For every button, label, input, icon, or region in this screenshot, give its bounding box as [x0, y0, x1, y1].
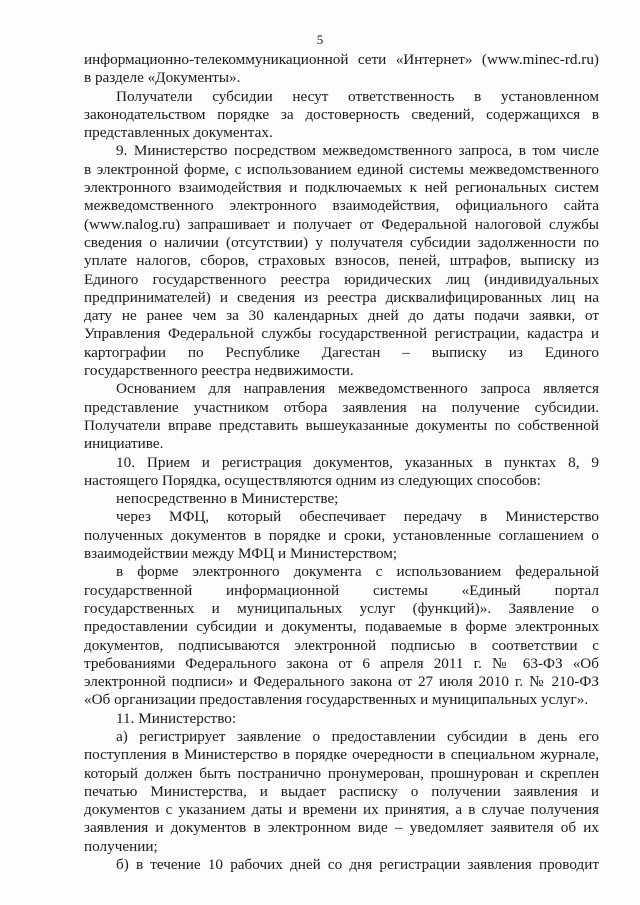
text-line: печатью Министерства, и выдает расписку о получении заявления и: [84, 782, 599, 800]
text-line: в электронной форме, с использованием единой системы межведомственного: [84, 160, 599, 178]
text-line: электронной подписи» и Федерального закона от 27 июля 2010 г. № 210-ФЗ: [84, 673, 599, 691]
text-line: электронного взаимодействия и подключаемых к ней региональных систем: [84, 179, 599, 197]
text-line: государственных и муниципальных услуг (функций)». Заявление о: [84, 599, 599, 617]
text-line: поступления в Министерство в порядке очередности в специальном журнале,: [84, 746, 599, 764]
paragraph-continuation: [84, 51, 599, 88]
text-line: полученных документов в порядке и сроки, установленные соглашением о: [84, 526, 599, 544]
page-number: 5: [316, 32, 324, 47]
paragraph-method-mfc: [84, 508, 599, 563]
text-line: заявления и документов в электронном виде – уведомляет заявителя об их: [84, 819, 599, 837]
text-line: взаимодействии между МФЦ и Министерством;: [84, 545, 398, 563]
paragraph-responsibility: [84, 88, 599, 143]
text-line: непосредственно в Министерстве;: [116, 490, 339, 508]
paragraph-subitem-a: [84, 728, 599, 856]
paragraph-item-10: [84, 454, 599, 491]
text-line: дату не ранее чем за 30 календарных дней до даты подачи заявки, от: [84, 307, 599, 325]
text-line: «Об организации предоставления государственных и муниципальных услуг».: [84, 691, 589, 709]
text-line: уплате налогов, сборов, страховых взносов, пеней, штрафов, выписку из: [84, 252, 599, 270]
paragraph-method-direct: [84, 490, 599, 508]
paragraph-item-11: [84, 710, 599, 728]
text-line: Управления Федеральной службы государственной регистрации, кадастра и: [84, 325, 599, 343]
paragraph-basis: [84, 380, 599, 453]
text-line: а) регистрирует заявление о предоставлении субсидии в день его: [116, 727, 599, 745]
text-line: который должен быть постранично пронумерован, прошнурован и скреплен: [84, 764, 599, 782]
text-line: Основанием для направления межведомственного запроса является: [116, 380, 599, 398]
text-line: требованиями Федерального закона от 6 апреля 2011 г. № 63-ФЗ «Об: [84, 654, 599, 672]
document-body: [84, 51, 599, 874]
text-line: картографии по Республике Дагестан – выписку из Единого: [84, 343, 599, 361]
text-line: (www.nalog.ru) запрашивает и получает от Федеральной налоговой службы: [84, 215, 599, 233]
text-line: межведомственного электронного взаимодействия, официального сайта: [84, 197, 599, 215]
paragraph-method-electronic: [84, 563, 599, 709]
text-line: представленных документах.: [84, 124, 273, 142]
text-line: Получатели вправе представить вышеуказанные документы по собственной: [84, 416, 599, 434]
text-line: предпринимателей) и сведения из реестра дисквалифицированных лиц на: [84, 288, 599, 306]
text-line: сведения о наличии (отсутствии) у получателя субсидии задолженности по: [84, 233, 599, 251]
paragraph-item-9: [84, 142, 599, 380]
text-line: инициативе.: [84, 435, 164, 453]
text-line: государственной информационной системы «Единый портал: [84, 581, 599, 599]
text-line: через МФЦ, который обеспечивает передачу в Министерство: [116, 508, 599, 526]
text-line: государственного реестра недвижимости.: [84, 362, 354, 380]
paragraph-subitem-b: [84, 856, 599, 874]
text-line: настоящего Порядка, осуществляются одним из следующих способов:: [84, 471, 541, 489]
text-line: документов, подписываются электронной подписью в соответствии с: [84, 636, 599, 654]
text-line: информационно-телекоммуникационной сети «Интернет» (www.minec-rd.ru): [84, 51, 599, 68]
text-line: в форме электронного документа с использованием федеральной: [116, 563, 599, 581]
text-line: 10. Прием и регистрация документов, указанных в пунктах 8, 9: [116, 453, 599, 471]
text-line: 9. Министерство посредством межведомственного запроса, в том числе: [116, 142, 599, 160]
text-line: представление участником отбора заявления на получение субсидии.: [84, 398, 599, 416]
text-line: б) в течение 10 рабочих дней со дня регистрации заявления проводит: [116, 856, 599, 874]
text-line: законодательством порядке за достоверность сведений, содержащихся в: [84, 105, 599, 123]
text-line: Единого государственного реестра юридических лиц (индивидуальных: [84, 270, 599, 288]
text-line: в разделе «Документы».: [84, 69, 241, 87]
text-line: 11. Министерство:: [116, 709, 237, 727]
text-line: предоставлении субсидии и документы, подаваемые в форме электронных: [84, 618, 599, 636]
text-line: Получатели субсидии несут ответственность в установленном: [116, 87, 599, 105]
text-line: документов с указанием даты и времени их принятия, а в случае получения: [84, 801, 599, 819]
text-line: получении;: [84, 837, 158, 855]
